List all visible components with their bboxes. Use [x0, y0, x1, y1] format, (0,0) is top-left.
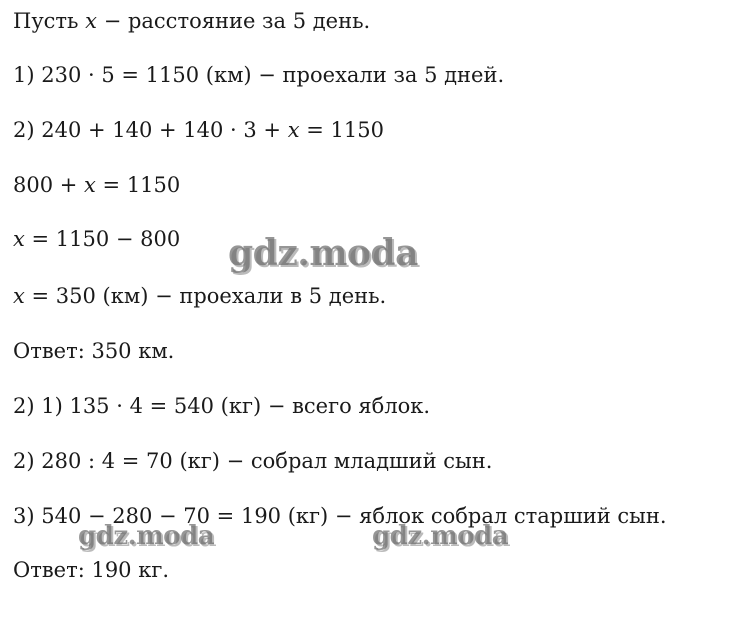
variable-x: x — [13, 227, 25, 251]
solution-line-6 — [13, 282, 386, 310]
solution-line-5 — [13, 225, 180, 253]
line-text: Ответ: 350 км. — [13, 339, 175, 363]
variable-x: x — [85, 9, 98, 33]
line-text-prefix: 800 + — [13, 173, 85, 197]
variable-x: x — [13, 284, 25, 308]
line-text-suffix: = 350 (км) − проехали в 5 день. — [24, 284, 387, 308]
line-text-prefix: 2) 240 + 140 + 140 · 3 + — [13, 118, 288, 142]
variable-x: x — [287, 118, 300, 142]
watermark-logo-left: gdz.moda — [78, 521, 215, 551]
solution-line-2 — [13, 61, 504, 89]
answer-line-2 — [13, 556, 169, 584]
watermark-logo-right: gdz.moda — [372, 521, 509, 551]
solution-line-3 — [13, 116, 384, 144]
watermark-logo-main: gdz.moda — [228, 232, 418, 274]
line-text: 3) 540 − 280 − 70 = 190 (кг) − яблок собрал старший сын. — [13, 504, 667, 528]
line-text-suffix: = 1150 — [299, 118, 384, 142]
line-text: 2) 280 : 4 = 70 (кг) − собрал младший сын. — [13, 449, 493, 473]
line-text: Ответ: 190 кг. — [13, 558, 170, 582]
solution-line-1 — [13, 7, 370, 35]
solution-line-4 — [13, 171, 180, 199]
variable-x: x — [84, 173, 96, 197]
line-text-suffix: = 1150 — [95, 173, 181, 197]
solution-line-9 — [13, 447, 492, 475]
line-text-suffix: − расстояние за 5 день. — [97, 9, 371, 33]
solution-line-8 — [13, 392, 430, 420]
line-text: 2) 1) 135 · 4 = 540 (кг) − всего яблок. — [13, 394, 431, 418]
line-text-prefix: Пусть — [13, 9, 86, 33]
line-text: 1) 230 · 5 = 1150 (км) − проехали за 5 дней. — [13, 63, 505, 87]
answer-line-1 — [13, 337, 174, 365]
line-text-suffix: = 1150 − 800 — [24, 227, 181, 251]
